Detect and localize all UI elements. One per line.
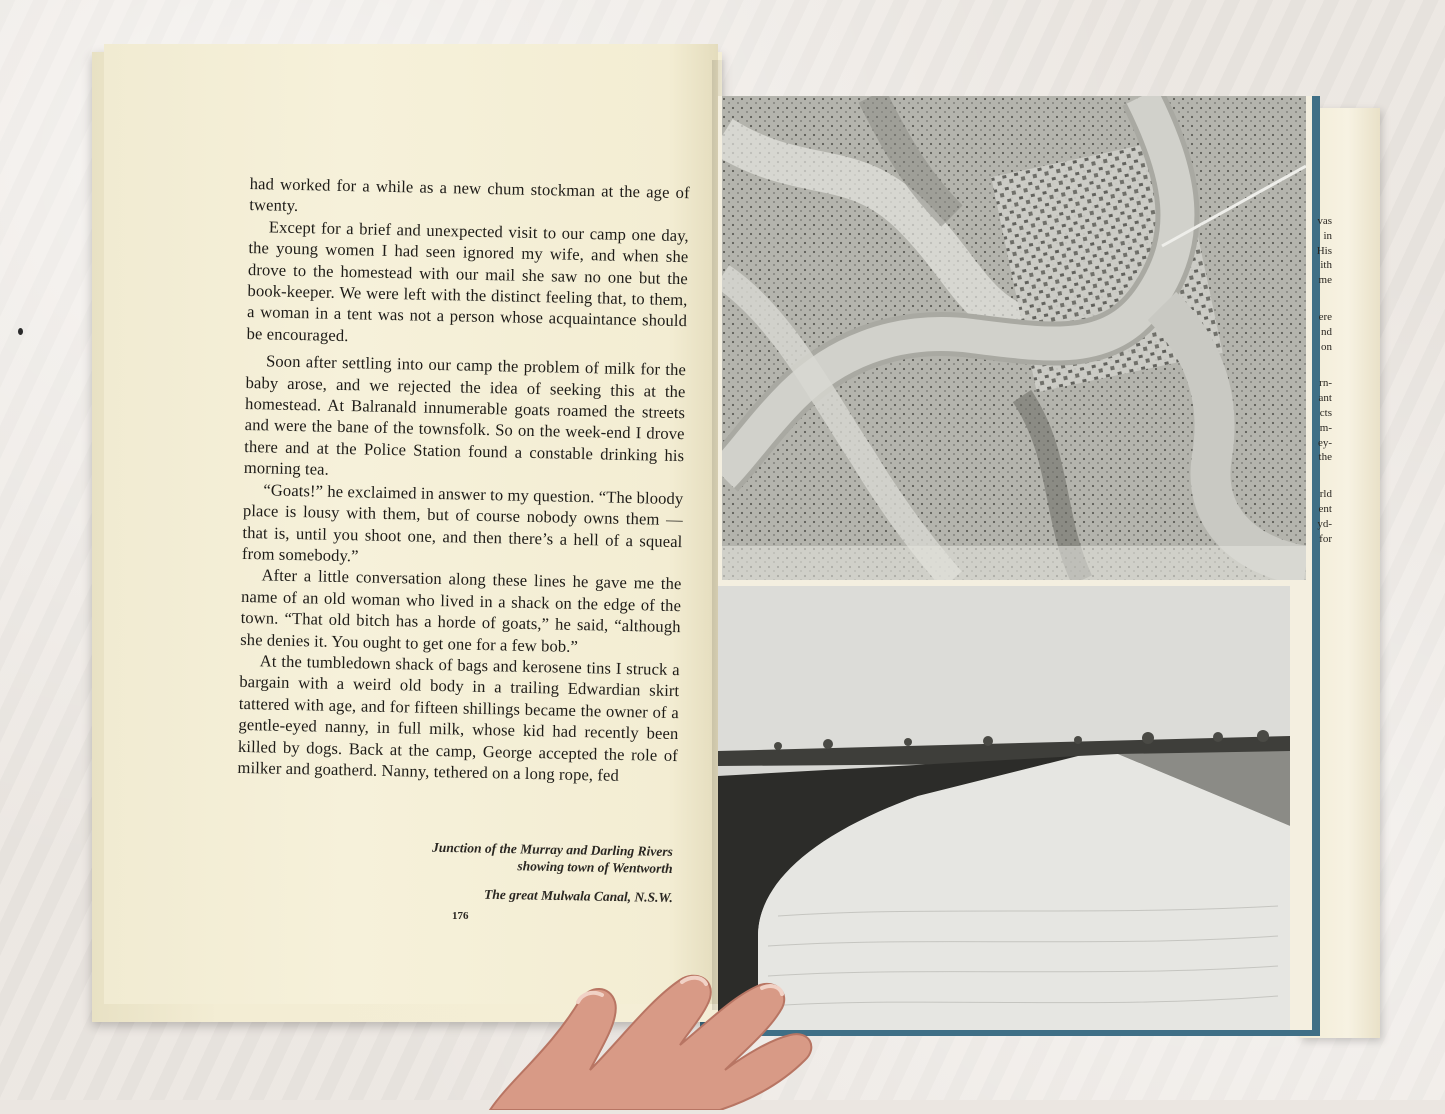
flap-line: ant (1318, 392, 1332, 405)
paragraph: After a little conversation along these lines he gave me the name of an old woman who lived in a shack on the edge of the town. “That old bitch has a horde of goats,” he said, “although she denies it. You ought to get one for a few bob.” (240, 565, 682, 656)
flap-line: on (1321, 340, 1332, 353)
flap-line: ey- (1317, 436, 1332, 449)
flap-line: yd- (1317, 517, 1332, 530)
paragraph: “Goats!” he exclaimed in answer to my question. “The bloody place is lousy with them, but of course nobody owns them — that is, until you shoot one, and then there’s a hell of a squeal from somebody.” (241, 480, 684, 566)
flap-line: the (1318, 451, 1332, 464)
caption-line: Junction of the Murray and Darling Rivers (431, 839, 673, 859)
page-number: 176 (452, 910, 469, 922)
photo-caption-bottom: The great Mulwala Canal, N.S.W. (483, 886, 673, 905)
flap-line: in (1323, 229, 1332, 242)
flap-line: ere (1318, 310, 1332, 323)
hand (470, 940, 850, 1110)
paragraph: Except for a brief and unexpected visit to our camp one day, the young women I had seen ignored my wife, and when she drove to the homestead with our mail she saw no one but the book-keeper. We were left with the distinct feeling that, to them, a woman in a tent was not a person whose acquaintance should be encouraged. (246, 217, 689, 345)
paragraph: At the tumbledown shack of bags and kerosene tins I struck a bargain with a weird old body in a trailing Edwardian skirt tattered with age, and for fifteen shillings became the owner of a gentle-eyed nanny, in full milk, whose kid had recently been killed by dogs. Back at the camp, George accepted the role of milker and goatherd. Nanny, tethered on a long rope, fed (237, 651, 680, 785)
flap-line: rn- (1319, 377, 1332, 390)
photo-caption-top (359, 838, 673, 877)
paragraph: had worked for a while as a new chum stockman at the age of twenty. (249, 173, 690, 216)
flap-line: vas (1317, 215, 1332, 227)
flap-line: rld (1319, 488, 1332, 501)
aerial-river-junction-photo (722, 96, 1306, 580)
paragraph: Soon after settling into our camp the problem of milk for the baby arose, and we rejected the idea of seeking this at the homestead. At Balranald innumerable goats roamed the streets and were the bane of the townsfolk. So on the week-end I drove there and at the Police Station found a constable drinking his morning tea. (243, 351, 687, 479)
flap-line: His (1316, 244, 1332, 257)
jacket-flap-text (1302, 214, 1332, 546)
flap-line: ith (1320, 259, 1332, 272)
page-body-text (237, 173, 690, 787)
flap-line: me (1318, 274, 1332, 287)
flap-line: m- (1319, 421, 1332, 434)
caption-line: showing town of Wentworth (517, 858, 673, 876)
flap-line: cts (1319, 406, 1332, 419)
flap-line: nd (1321, 325, 1332, 338)
flap-line: for (1319, 532, 1332, 545)
flap-line: ent (1318, 502, 1332, 515)
background-speck (18, 328, 23, 335)
